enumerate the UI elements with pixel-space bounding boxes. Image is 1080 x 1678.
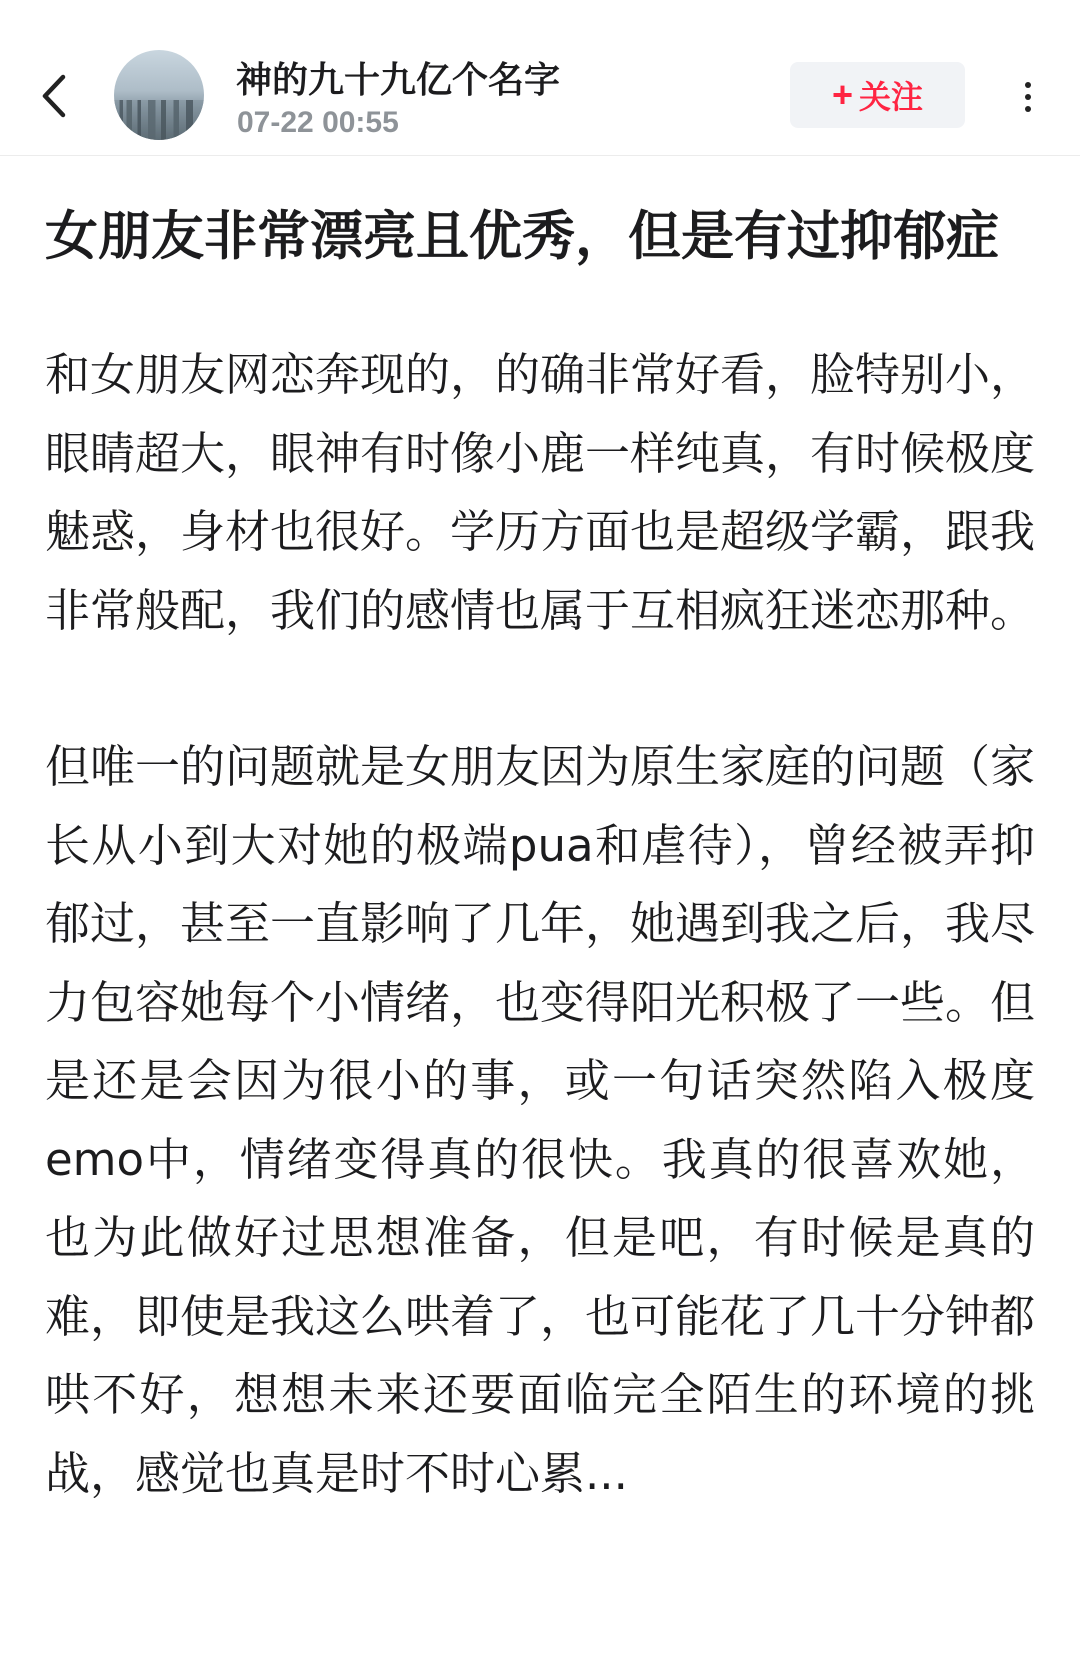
author-name[interactable]: 神的九十九亿个名字 [236, 60, 561, 101]
post-paragraph: 和女朋友网恋奔现的，的确非常好看，脸特别小，眼睛超大，眼神有时像小鹿一样纯真，有时候极度魅惑，身材也很好。学历方面也是超级学霸，跟我非常般配，我们的感情也属于互相疯狂迷恋那种。 [45, 348, 1036, 637]
post-header [0, 0, 1080, 156]
follow-button[interactable] [790, 62, 965, 128]
post-title: 女朋友非常漂亮且优秀，但是有过抑郁症 [45, 206, 999, 267]
post-timestamp: 07-22 00:55 [237, 106, 399, 139]
post-body [45, 336, 1035, 1513]
more-vertical-icon [1025, 79, 1031, 115]
city-skyline-avatar [114, 100, 204, 141]
back-button[interactable] [34, 68, 74, 124]
more-button[interactable] [1010, 72, 1046, 122]
post-paragraph: 但唯一的问题就是女朋友因为原生家庭的问题（家长从小到大对她的极端pua和虐待），曾经被弄抑郁过，甚至一直影响了几年，她遇到我之后，我尽力包容她每个小情绪，也变得阳光积极了一些。但是还是会因为很小的事，或一句话突然陷入极度emo中，情绪变得真的很快。我真的很喜欢她，也为此做好过思想准备，但是吧，有时候是真的难，即使是我这么哄着了，也可能花了几十分钟都哄不好，想想未来还要面临完全陌生的环境的挑战，感觉也真是时不时心累... [45, 740, 1036, 1500]
plus-icon: + [831, 74, 853, 115]
avatar[interactable] [114, 50, 204, 140]
chevron-left-icon [39, 73, 69, 119]
follow-label: 关注 [859, 78, 924, 116]
